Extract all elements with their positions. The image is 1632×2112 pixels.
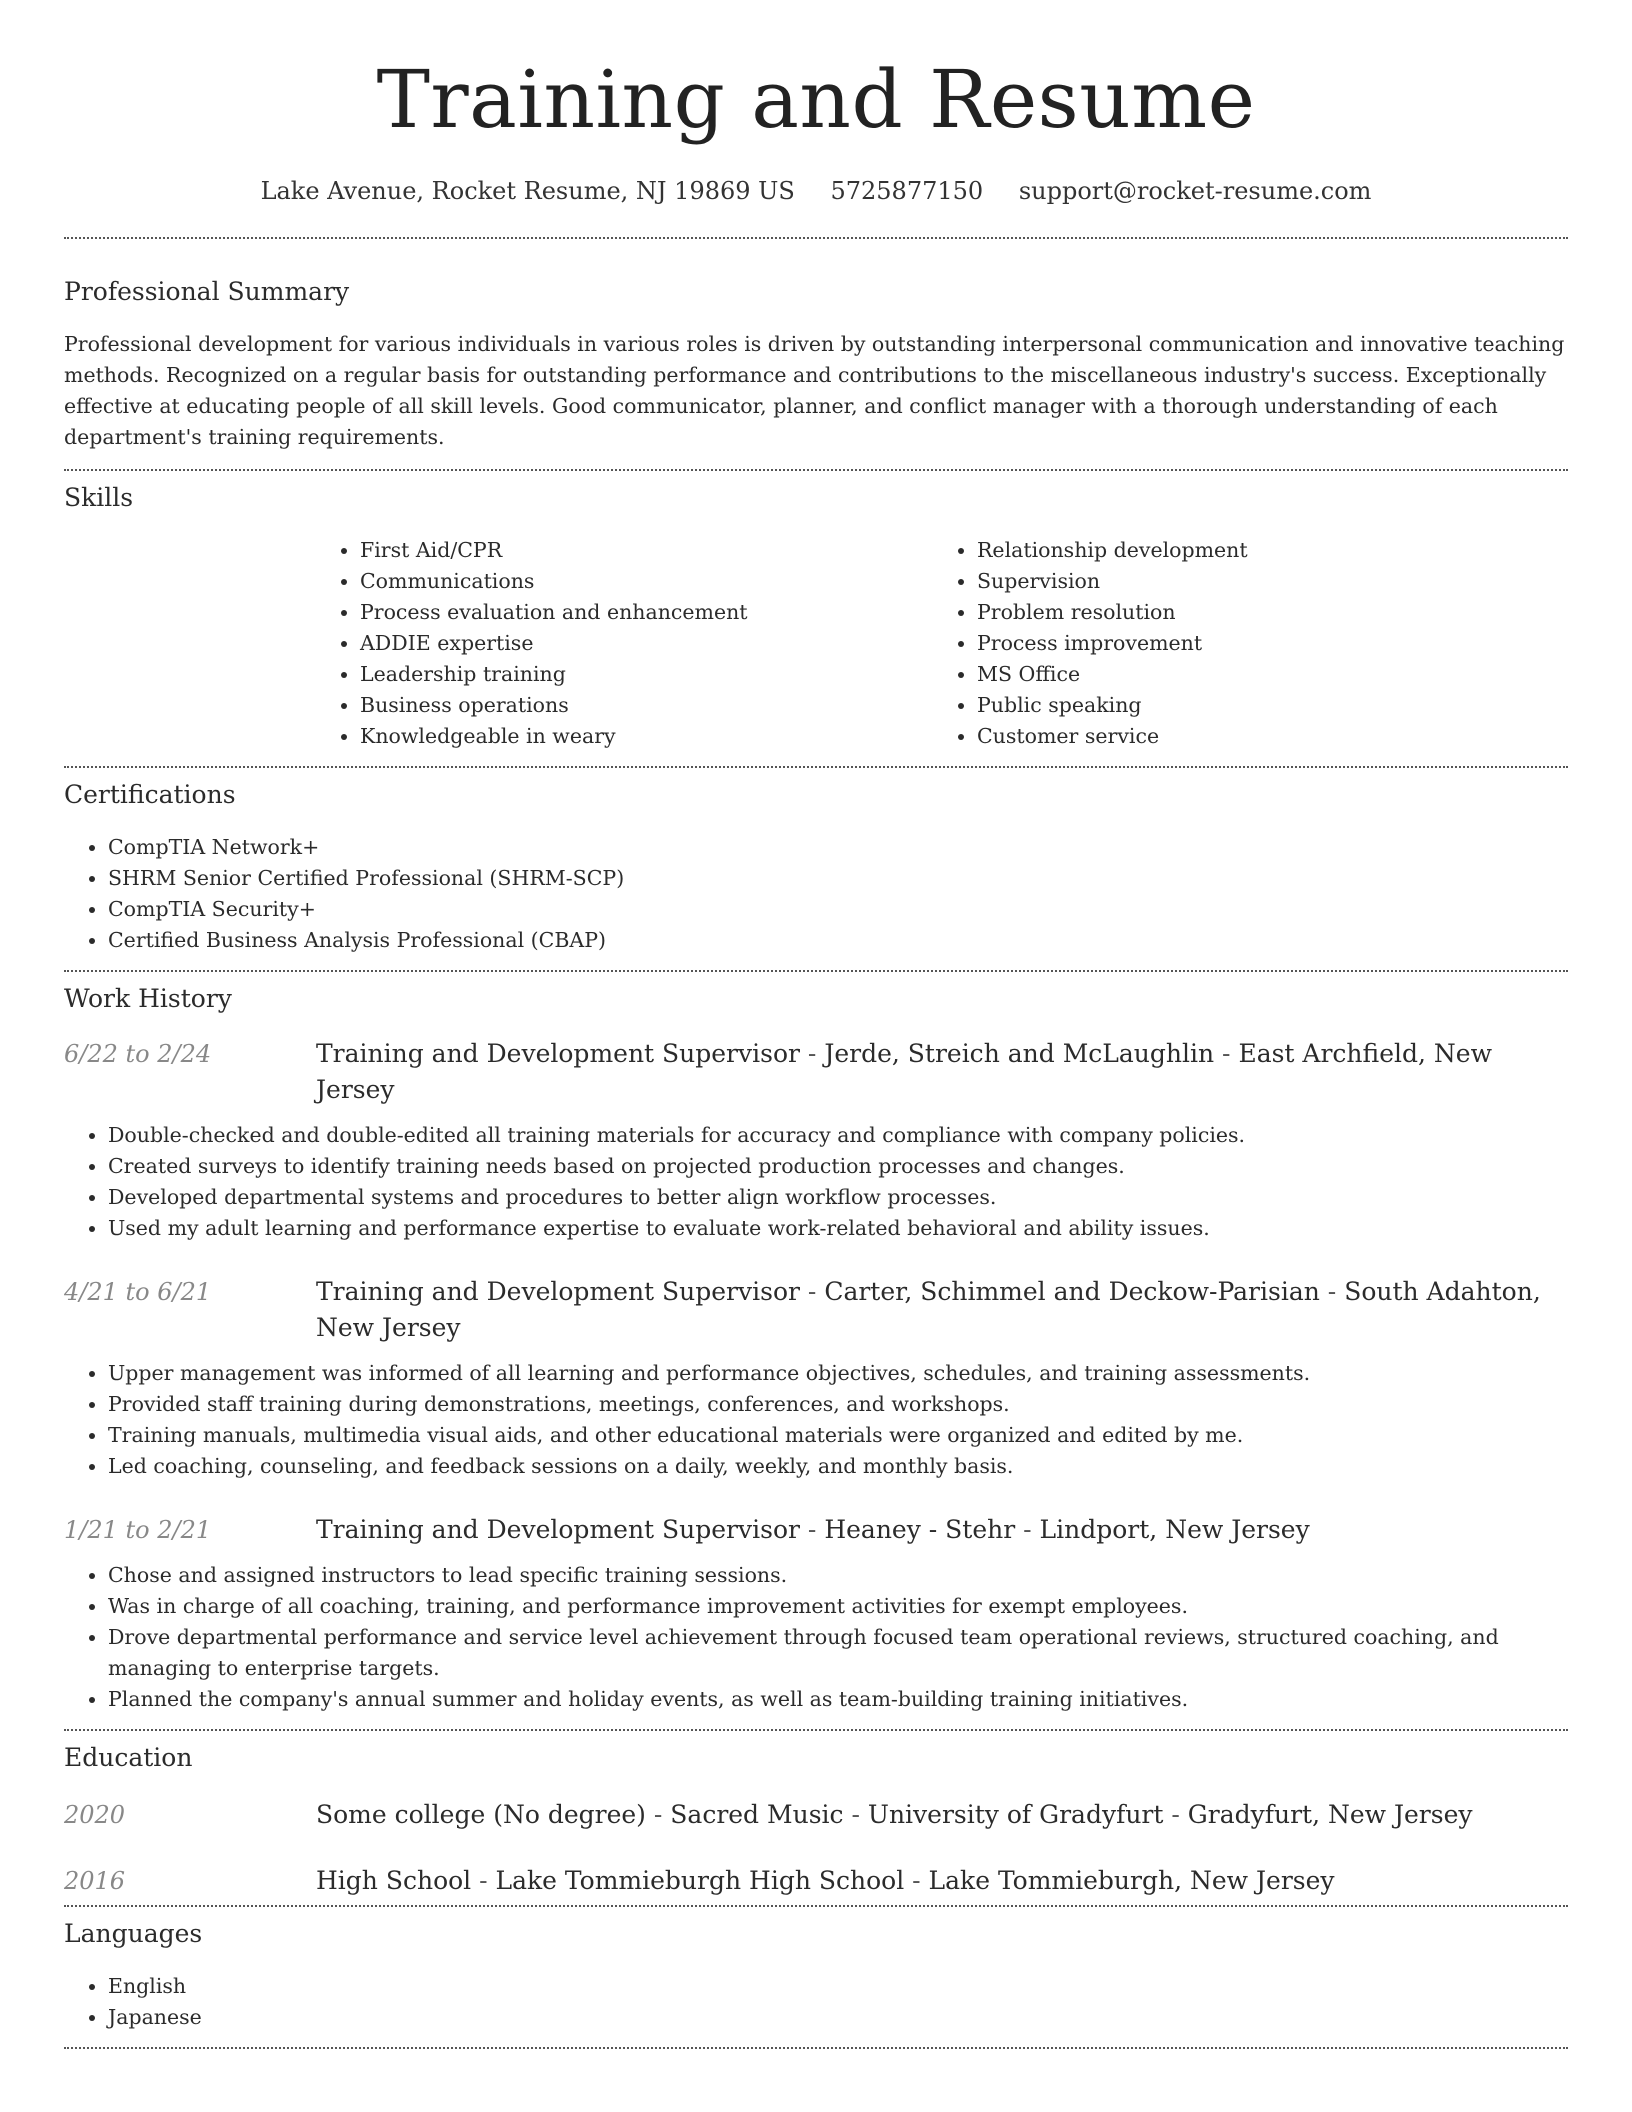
job-heading [316, 1512, 1568, 1548]
education-location: Lake Tommieburgh, New Jersey [928, 1866, 1335, 1895]
job-bullets [64, 1560, 1568, 1715]
education-field: Sacred Music [670, 1800, 844, 1829]
separator: - [1319, 1277, 1345, 1306]
job-bullets [64, 1120, 1568, 1244]
job-bullet: • Led coaching, counseling, and feedback sessions on a daily, weekly, and monthly basis. [108, 1451, 1568, 1482]
job-bullet: • Training manuals, multimedia visual aids, and other educational materials were organized and edited by me. [108, 1420, 1568, 1451]
separator: - [1163, 1800, 1188, 1829]
contact-address: Lake Avenue, Rocket Resume, NJ 19869 US [260, 177, 795, 205]
job-company: Jerde, Streich and McLaughlin [824, 1039, 1215, 1068]
education-title: Education [64, 1743, 193, 1772]
separator: - [799, 1515, 825, 1544]
work-history-section [64, 972, 1568, 1729]
summary-text: Professional development for various individuals in various roles is driven by outstanding interpersonal communication and innovative teaching methods. Recognized on a regular basis for outstanding performance and contributions to the miscellaneous industry's success. Exceptionally effective at educating people of all skill levels. Good communicator, planner, and conflict manager with a thorough understanding of each department's training requirements. [64, 332, 1565, 449]
skills-list-right [933, 535, 1568, 752]
education-heading [316, 1863, 1568, 1899]
separator: - [904, 1866, 929, 1895]
skill-item: • Communications [360, 566, 933, 597]
job-entry [64, 1274, 1568, 1482]
skills-list-left [316, 535, 933, 752]
contact-email: support@rocket-resume.com [1018, 177, 1372, 205]
certifications-section [64, 768, 1568, 970]
summary-section [64, 239, 1568, 469]
job-bullet: • Planned the company's annual summer and holiday events, as well as team-building training initiatives. [108, 1684, 1568, 1715]
skill-item: • Process evaluation and enhancement [360, 597, 933, 628]
job-bullet: • Chose and assigned instructors to lead specific training sessions. [108, 1560, 1568, 1591]
separator: - [799, 1277, 825, 1306]
job-role: Training and Development Supervisor [316, 1515, 800, 1544]
job-bullet: • Upper management was informed of all learning and performance objectives, schedules, and training assessments. [108, 1358, 1568, 1389]
certification-item: • CompTIA Security+ [108, 894, 1568, 925]
job-row [64, 1274, 1568, 1346]
education-degree: High School [316, 1866, 472, 1895]
skill-item: • Process improvement [977, 628, 1568, 659]
job-location: Lindport, New Jersey [1039, 1515, 1310, 1544]
job-role: Training and Development Supervisor [316, 1277, 800, 1306]
certification-item: • Certified Business Analysis Professional (CBAP) [108, 925, 1568, 956]
skills-title: Skills [64, 483, 134, 512]
separator: - [843, 1800, 868, 1829]
skill-item: • Knowledgeable in weary [360, 721, 933, 752]
education-entry [64, 1797, 1568, 1833]
job-bullets [64, 1358, 1568, 1482]
candidate-name: Training and Resume [376, 53, 1256, 146]
job-dates: 4/21 to 6/21 [64, 1278, 212, 1306]
summary-title: Professional Summary [64, 277, 350, 306]
certification-item: • SHRM Senior Certified Professional (SHRM-SCP) [108, 863, 1568, 894]
section-divider [64, 2047, 1568, 2049]
job-bullet: • Double-checked and double-edited all training materials for accuracy and compliance with company policies. [108, 1120, 1568, 1151]
job-dates: 1/21 to 2/21 [64, 1516, 212, 1544]
job-dates: 6/22 to 2/24 [64, 1040, 212, 1068]
skill-item: • First Aid/CPR [360, 535, 933, 566]
skill-item: • Supervision [977, 566, 1568, 597]
skill-item: • Customer service [977, 721, 1568, 752]
job-row [64, 1512, 1568, 1548]
job-location: South Adahton, New Jersey [316, 1277, 1541, 1342]
education-degree: Some college (No degree) [316, 1800, 646, 1829]
job-bullet: • Provided staff training during demonstrations, meetings, conferences, and workshops. [108, 1389, 1568, 1420]
certification-item: • CompTIA Network+ [108, 832, 1568, 863]
certifications-list [64, 832, 1568, 956]
job-bullet: • Was in charge of all coaching, training, and performance improvement activities for exempt employees. [108, 1591, 1568, 1622]
contact-phone: 5725877150 [830, 177, 984, 205]
resume-header [64, 0, 1568, 208]
skill-item: • MS Office [977, 659, 1568, 690]
job-bullet: • Developed departmental systems and procedures to better align workflow processes. [108, 1182, 1568, 1213]
language-item: • Japanese [108, 2002, 1568, 2033]
jobs-list [64, 1036, 1568, 1715]
job-role: Training and Development Supervisor [316, 1039, 800, 1068]
job-bullet: • Used my adult learning and performance expertise to evaluate work-related behavioral and ability issues. [108, 1213, 1568, 1244]
skill-item: • Leadership training [360, 659, 933, 690]
job-entry [64, 1512, 1568, 1715]
job-location: East Archfield, New Jersey [316, 1039, 1492, 1104]
skill-item: • Relationship development [977, 535, 1568, 566]
skill-item: • Problem resolution [977, 597, 1568, 628]
education-entry [64, 1863, 1568, 1899]
skill-item: • ADDIE expertise [360, 628, 933, 659]
separator: - [471, 1866, 496, 1895]
education-location: Gradyfurt, New Jersey [1187, 1800, 1473, 1829]
languages-section [64, 1907, 1568, 2047]
education-school: Lake Tommieburgh High School [495, 1866, 905, 1895]
language-item: • English [108, 1971, 1568, 2002]
separator: - [1015, 1515, 1040, 1544]
education-heading [316, 1797, 1568, 1833]
separator: - [1214, 1039, 1239, 1068]
work-history-title: Work History [64, 984, 232, 1013]
separator: - [799, 1039, 825, 1068]
education-year: 2016 [64, 1867, 126, 1895]
job-company: Carter, Schimmel and Deckow-Parisian [824, 1277, 1320, 1306]
education-section [64, 1731, 1568, 1905]
education-year: 2020 [64, 1801, 126, 1829]
education-school: University of Gradyfurt [867, 1800, 1164, 1829]
job-company: Heaney - Stehr [824, 1515, 1016, 1544]
job-heading [316, 1036, 1568, 1108]
certifications-title: Certifications [64, 780, 236, 809]
languages-title: Languages [64, 1919, 203, 1948]
job-bullet: • Created surveys to identify training needs based on projected production processes and changes. [108, 1151, 1568, 1182]
job-heading [316, 1274, 1568, 1346]
job-entry [64, 1036, 1568, 1244]
job-row [64, 1036, 1568, 1108]
skills-grid [316, 535, 1568, 752]
contact-line [64, 174, 1568, 208]
separator: - [645, 1800, 671, 1829]
languages-list [64, 1971, 1568, 2033]
skill-item: • Business operations [360, 690, 933, 721]
education-list [64, 1797, 1568, 1899]
skills-section [64, 471, 1568, 766]
skill-item: • Public speaking [977, 690, 1568, 721]
job-bullet: • Drove departmental performance and service level achievement through focused team operational reviews, structured coaching, and managing to enterprise targets. [108, 1622, 1568, 1684]
